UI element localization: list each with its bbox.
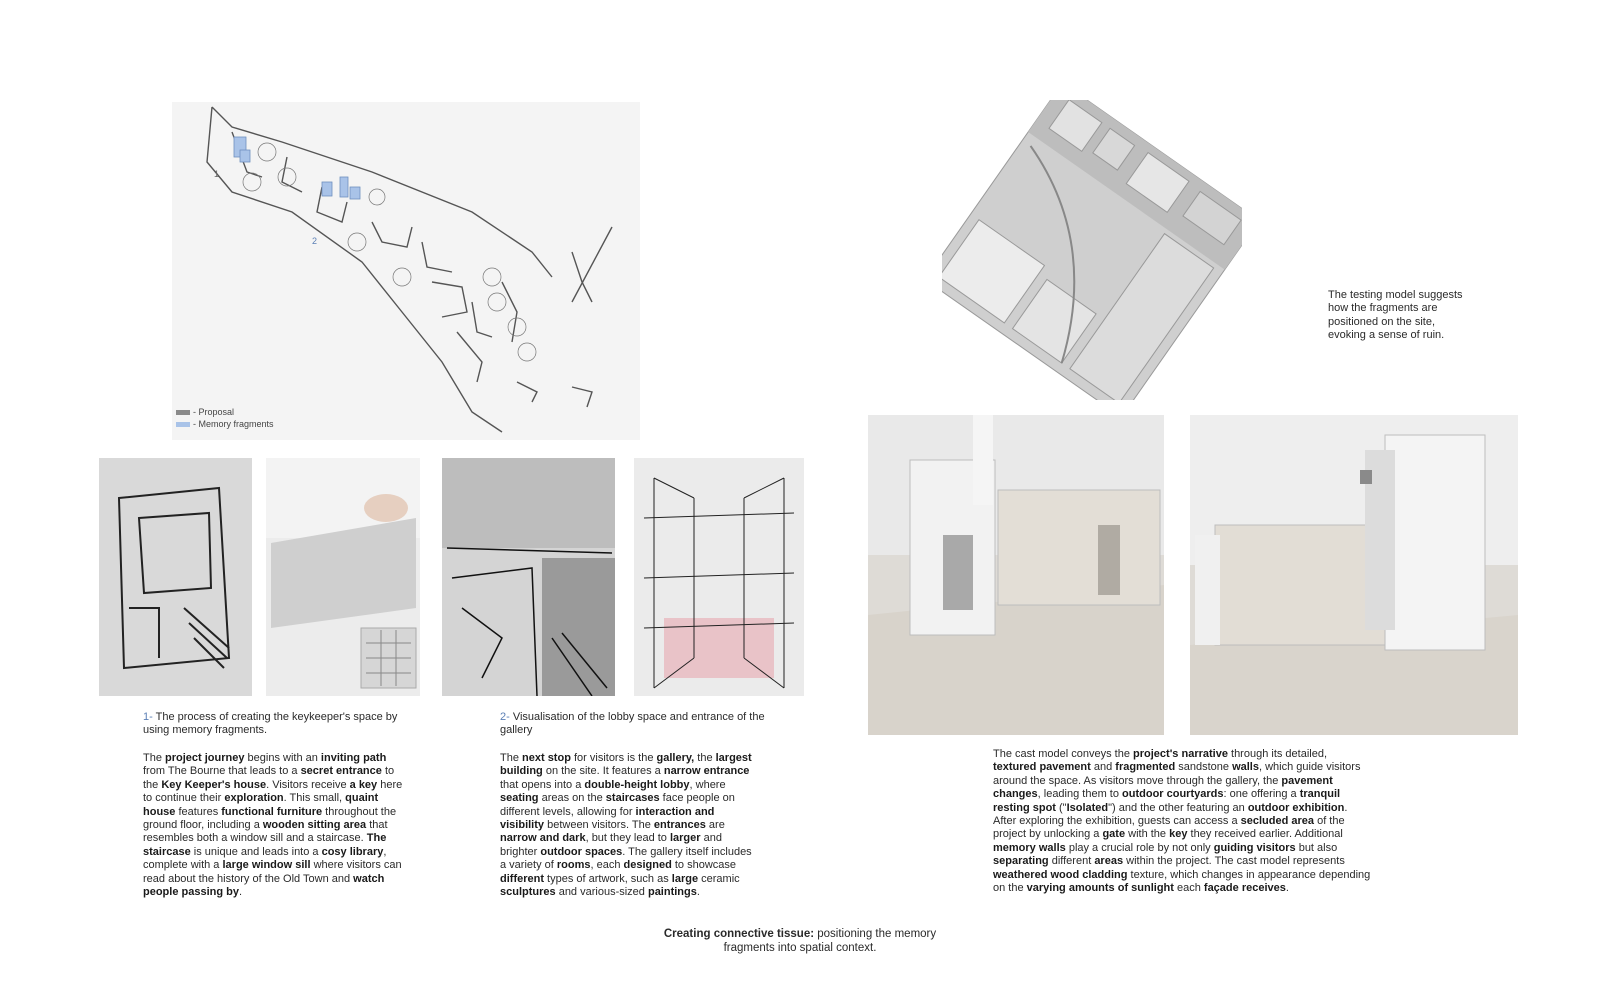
testing-caption-line: positioned on the site, xyxy=(1328,315,1436,328)
paragraph-run: to showcase xyxy=(671,859,737,872)
paragraph-run: the xyxy=(694,752,716,764)
paragraph-run: different xyxy=(500,872,544,885)
caption-number: 1- xyxy=(143,711,153,723)
testing-caption-line: how the fragments are xyxy=(1328,302,1438,315)
paragraph-run: fragmented xyxy=(1115,761,1176,774)
paragraph-run: tranquil resting spot xyxy=(993,788,1341,814)
plan-legend xyxy=(176,407,274,431)
sketch-image-2 xyxy=(266,458,420,696)
cast-model-drawing-2 xyxy=(1190,415,1518,735)
paragraph-run: entrances xyxy=(653,819,706,832)
paragraph-run: . The gallery itself includes a variety of xyxy=(500,845,752,872)
paragraph-gallery xyxy=(500,752,752,899)
paragraph-run: from The Bourne that leads to a xyxy=(143,765,301,778)
caption-number: 2- xyxy=(500,711,510,723)
plan-label-2: 2 xyxy=(312,236,318,246)
paragraph-run: gallery, xyxy=(656,752,695,764)
paragraph-run: to the xyxy=(143,765,395,791)
testing-model-drawing xyxy=(942,100,1242,400)
paragraph-run: . Visitors receive xyxy=(266,778,350,791)
paragraph-run: a key xyxy=(349,778,378,791)
paragraph-run: large window sill xyxy=(222,859,311,872)
sketch-image-1 xyxy=(99,458,252,696)
paragraph-run: , complete with a xyxy=(143,845,387,872)
paragraph-run: on the site. It features a xyxy=(542,765,664,778)
paragraph-run: next stop xyxy=(522,752,571,764)
paragraph-run: weathered wood cladding xyxy=(993,868,1128,881)
caption-text: Visualisation of the lobby space and entrance of the gallery xyxy=(500,711,765,737)
paragraph-run: , leading them to xyxy=(1037,788,1123,801)
paragraph-run: , where xyxy=(689,778,726,791)
paragraph-run: The xyxy=(500,752,523,764)
plan-label-1: 1 xyxy=(214,169,220,179)
paragraph-run: . This small, xyxy=(283,792,346,805)
testing-caption-line: The testing model suggests xyxy=(1328,289,1463,301)
site-plan-image xyxy=(172,102,640,440)
paragraph-run: Isolated xyxy=(1066,801,1109,814)
paragraph-run: double-height lobby xyxy=(584,778,690,791)
paragraph-run: and xyxy=(1090,761,1116,774)
paragraph-run: ceramic xyxy=(698,872,740,885)
legend-label: - Memory fragments xyxy=(193,419,274,429)
paragraph-run: narrow entrance xyxy=(663,765,750,778)
cast-model-photo-2 xyxy=(1190,415,1518,735)
paragraph-run: play a crucial role by not only xyxy=(1065,841,1214,854)
paragraph-run: The xyxy=(143,752,166,764)
paragraph-run: of the project by unlocking a xyxy=(993,815,1345,841)
paragraph-run: . After exploring the exhibition, guests can access a xyxy=(993,801,1348,828)
caption-2 xyxy=(500,711,765,738)
bottom-caption-line-1 xyxy=(600,927,1000,941)
paragraph-run: . xyxy=(238,886,243,899)
sketch-drawing-3 xyxy=(442,458,615,696)
paragraph-run: paintings xyxy=(647,886,697,899)
paragraph-run: large xyxy=(671,872,699,885)
paragraph-run: functional furniture xyxy=(221,805,323,818)
paragraph-run: Key Keeper's house xyxy=(161,778,267,791)
paragraph-run: types of artwork, such as xyxy=(544,872,672,885)
paragraph-run: project journey xyxy=(165,752,245,764)
sketch-drawing-2 xyxy=(266,458,420,696)
paragraph-run: but also xyxy=(1295,841,1338,854)
sketch-drawing-4 xyxy=(634,458,804,696)
paragraph-run: is unique and leads into a xyxy=(190,845,322,858)
paragraph-run: sculptures xyxy=(500,886,556,899)
bottom-caption-rest: positioning the memory xyxy=(814,928,937,940)
paragraph-run: begins with an xyxy=(244,752,321,764)
paragraph-run: ") and the other featuring an xyxy=(1108,801,1248,814)
paragraph-run: key xyxy=(1169,828,1188,841)
paragraph-run: secret entrance xyxy=(300,765,382,778)
paragraph-run: and brighter xyxy=(500,832,722,858)
caption-text: The process of creating the keykeeper's space by using memory fragments. xyxy=(143,711,398,737)
paragraph-run: between visitors. The xyxy=(544,819,654,832)
paragraph-run: face people on different levels, allowing for xyxy=(500,792,735,818)
paragraph-run: gate xyxy=(1102,828,1126,841)
paragraph-run: The staircase xyxy=(143,832,387,858)
paragraph-run: walls xyxy=(1232,761,1259,774)
paragraph-run: rooms xyxy=(556,859,591,872)
paragraph-run: larger xyxy=(669,832,701,845)
paragraph-run: cosy library xyxy=(321,845,384,858)
paragraph-run: each xyxy=(1173,882,1204,895)
paragraph-run: within the project. The cast model represents xyxy=(1123,855,1345,868)
caption-1 xyxy=(143,711,408,738)
bottom-caption-bold: Creating connective tissue: xyxy=(663,928,815,940)
paragraph-run: interaction and visibility xyxy=(500,805,715,832)
legend-item-proposal xyxy=(176,407,274,417)
paragraph-run: textured pavement xyxy=(993,761,1091,774)
paragraph-run: . xyxy=(1285,882,1289,895)
paragraph-run: quaint house xyxy=(143,792,379,818)
paragraph-run: seating xyxy=(500,792,539,805)
paragraph-run: that resembles both a window sill and a staircase. xyxy=(143,819,388,845)
paragraph-run: features xyxy=(175,805,222,818)
testing-caption-line: evoking a sense of ruin. xyxy=(1328,329,1445,342)
paragraph-run: façade receives xyxy=(1203,882,1286,895)
paragraph-run: : one offering a xyxy=(1223,788,1300,801)
paragraph-run: outdoor exhibition xyxy=(1247,801,1345,814)
paragraph-run: , but they lead to xyxy=(585,832,670,845)
bottom-caption-line-2: fragments into spatial context. xyxy=(723,942,877,954)
paragraph-run: throughout the ground floor, including a xyxy=(143,805,397,832)
paragraph-run: project's narrative xyxy=(1133,748,1228,760)
paragraph-run: and various-sized xyxy=(555,886,648,899)
paragraph-run: watch people passing by xyxy=(143,872,385,899)
paragraph-run: they received earlier. Additional xyxy=(1187,828,1343,841)
legend-swatch xyxy=(176,422,190,427)
paragraph-run: inviting path xyxy=(320,752,387,764)
paragraph-run: . xyxy=(696,886,700,899)
cast-model-photo-1 xyxy=(868,415,1164,735)
paragraph-run: exploration xyxy=(224,792,284,805)
paragraph-run: largest building xyxy=(500,752,752,778)
paragraph-run: (" xyxy=(1055,801,1067,814)
paragraph-run: different xyxy=(1048,855,1095,868)
paragraph-run: guiding visitors xyxy=(1213,841,1296,854)
paragraph-run: varying amounts of sunlight xyxy=(1026,882,1174,895)
paragraph-run: separating xyxy=(993,855,1049,868)
paragraph-run: areas xyxy=(1094,855,1124,868)
paragraph-run: pavement changes xyxy=(993,774,1333,801)
sketch-drawing-1 xyxy=(99,458,252,696)
paragraph-cast-model xyxy=(993,748,1373,895)
testing-model-image xyxy=(942,100,1242,400)
sketch-image-4 xyxy=(634,458,804,696)
legend-label: - Proposal xyxy=(193,407,235,417)
paragraph-run: through its detailed, xyxy=(1227,748,1328,760)
paragraph-run: here to continue their xyxy=(143,778,403,805)
paragraph-run: areas on the xyxy=(538,792,606,805)
legend-swatch xyxy=(176,410,190,415)
paragraph-run: outdoor courtyards xyxy=(1122,788,1224,801)
site-plan-drawing xyxy=(172,102,640,440)
paragraph-run: , which guide visitors around the space. As visitors move through the gallery, the xyxy=(993,761,1361,787)
paragraph-run: The cast model conveys the xyxy=(993,748,1134,760)
paragraph-run: memory walls xyxy=(993,841,1066,854)
paragraph-run: staircases xyxy=(605,792,660,805)
paragraph-run: where visitors can read about the history of the Old Town and xyxy=(143,859,402,885)
paragraph-run: , each xyxy=(590,859,624,872)
paragraph-run: texture, which changes in appearance depending on the xyxy=(993,868,1371,895)
sketch-image-3 xyxy=(442,458,615,696)
bottom-caption xyxy=(600,927,1000,955)
paragraph-run: that opens into a xyxy=(500,778,585,791)
paragraph-run: are xyxy=(705,819,725,832)
paragraph-run: for visitors is the xyxy=(570,752,657,764)
paragraph-run: designed xyxy=(623,859,672,872)
paragraph-run: outdoor spaces xyxy=(540,845,623,858)
paragraph-run: with the xyxy=(1125,828,1170,841)
paragraph-run: narrow and dark xyxy=(500,832,586,845)
paragraph-run: secluded area xyxy=(1240,815,1315,828)
paragraph-run: wooden sitting area xyxy=(262,819,367,832)
cast-model-drawing-1 xyxy=(868,415,1164,735)
testing-model-caption xyxy=(1328,289,1488,343)
paragraph-keykeeper xyxy=(143,752,403,899)
paragraph-run: sandstone xyxy=(1175,761,1233,774)
legend-item-memory-fragments xyxy=(176,419,274,429)
